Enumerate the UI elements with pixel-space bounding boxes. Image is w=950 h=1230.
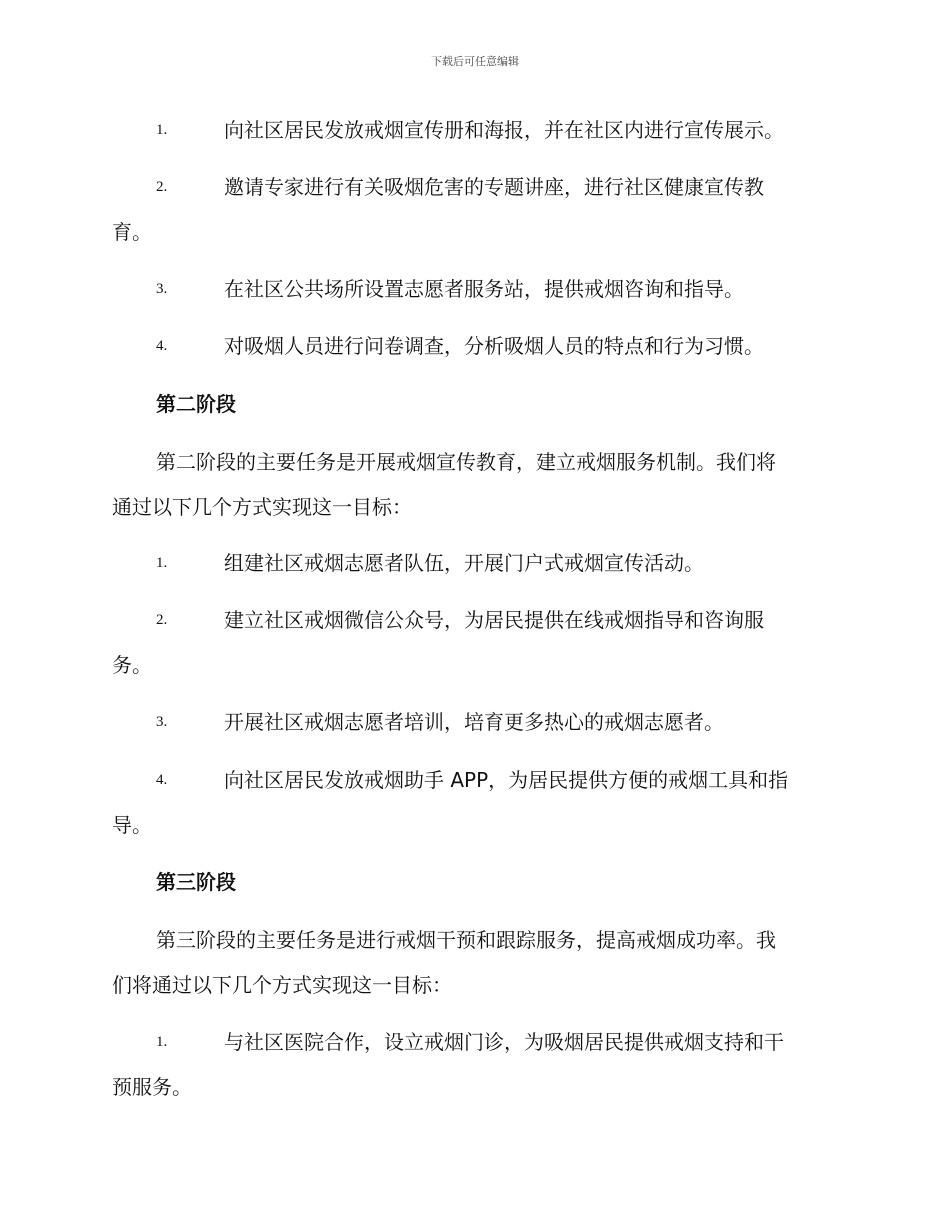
paragraph-line: 第二阶段的主要任务是开展戒烟宣传教育，建立戒烟服务机制。我们将 bbox=[156, 450, 776, 474]
item-number: 1. bbox=[156, 555, 168, 571]
item-text: 与社区医院合作，设立戒烟门诊，为吸烟居民提供戒烟支持和干 bbox=[224, 1030, 784, 1054]
item-text-continued: 导。 bbox=[112, 813, 152, 837]
item-number: 2. bbox=[156, 612, 168, 628]
item-text: 对吸烟人员进行问卷调查，分析吸烟人员的特点和行为习惯。 bbox=[224, 334, 764, 358]
item-text-continued: 育。 bbox=[112, 220, 152, 244]
item-text: 向社区居民发放戒烟助手 APP，为居民提供方便的戒烟工具和指 bbox=[224, 768, 789, 792]
item-number: 1. bbox=[156, 122, 168, 138]
item-text: 组建社区戒烟志愿者队伍，开展门户式戒烟宣传活动。 bbox=[224, 551, 704, 575]
page-header: 下载后可任意编辑 bbox=[431, 55, 519, 68]
section-heading: 第三阶段 bbox=[156, 870, 236, 894]
item-number: 4. bbox=[156, 338, 168, 354]
item-number: 3. bbox=[156, 714, 168, 730]
item-text-continued: 预服务。 bbox=[112, 1075, 192, 1099]
item-text: 向社区居民发放戒烟宣传册和海报，并在社区内进行宣传展示。 bbox=[224, 118, 784, 142]
item-number: 4. bbox=[156, 772, 168, 788]
item-number: 1. bbox=[156, 1034, 168, 1050]
item-number: 2. bbox=[156, 179, 168, 195]
item-number: 3. bbox=[156, 281, 168, 297]
item-text-continued: 务。 bbox=[112, 653, 152, 677]
paragraph-line: 第三阶段的主要任务是进行戒烟干预和跟踪服务，提高戒烟成功率。我 bbox=[156, 928, 776, 952]
item-text: 在社区公共场所设置志愿者服务站，提供戒烟咨询和指导。 bbox=[224, 277, 744, 301]
section-heading: 第二阶段 bbox=[156, 392, 236, 416]
item-text: 开展社区戒烟志愿者培训，培育更多热心的戒烟志愿者。 bbox=[224, 710, 724, 734]
paragraph-line: 通过以下几个方式实现这一目标： bbox=[112, 495, 412, 519]
item-text: 建立社区戒烟微信公众号，为居民提供在线戒烟指导和咨询服 bbox=[224, 608, 764, 632]
item-text: 邀请专家进行有关吸烟危害的专题讲座，进行社区健康宣传教 bbox=[224, 175, 764, 199]
paragraph-line: 们将通过以下几个方式实现这一目标： bbox=[112, 973, 452, 997]
